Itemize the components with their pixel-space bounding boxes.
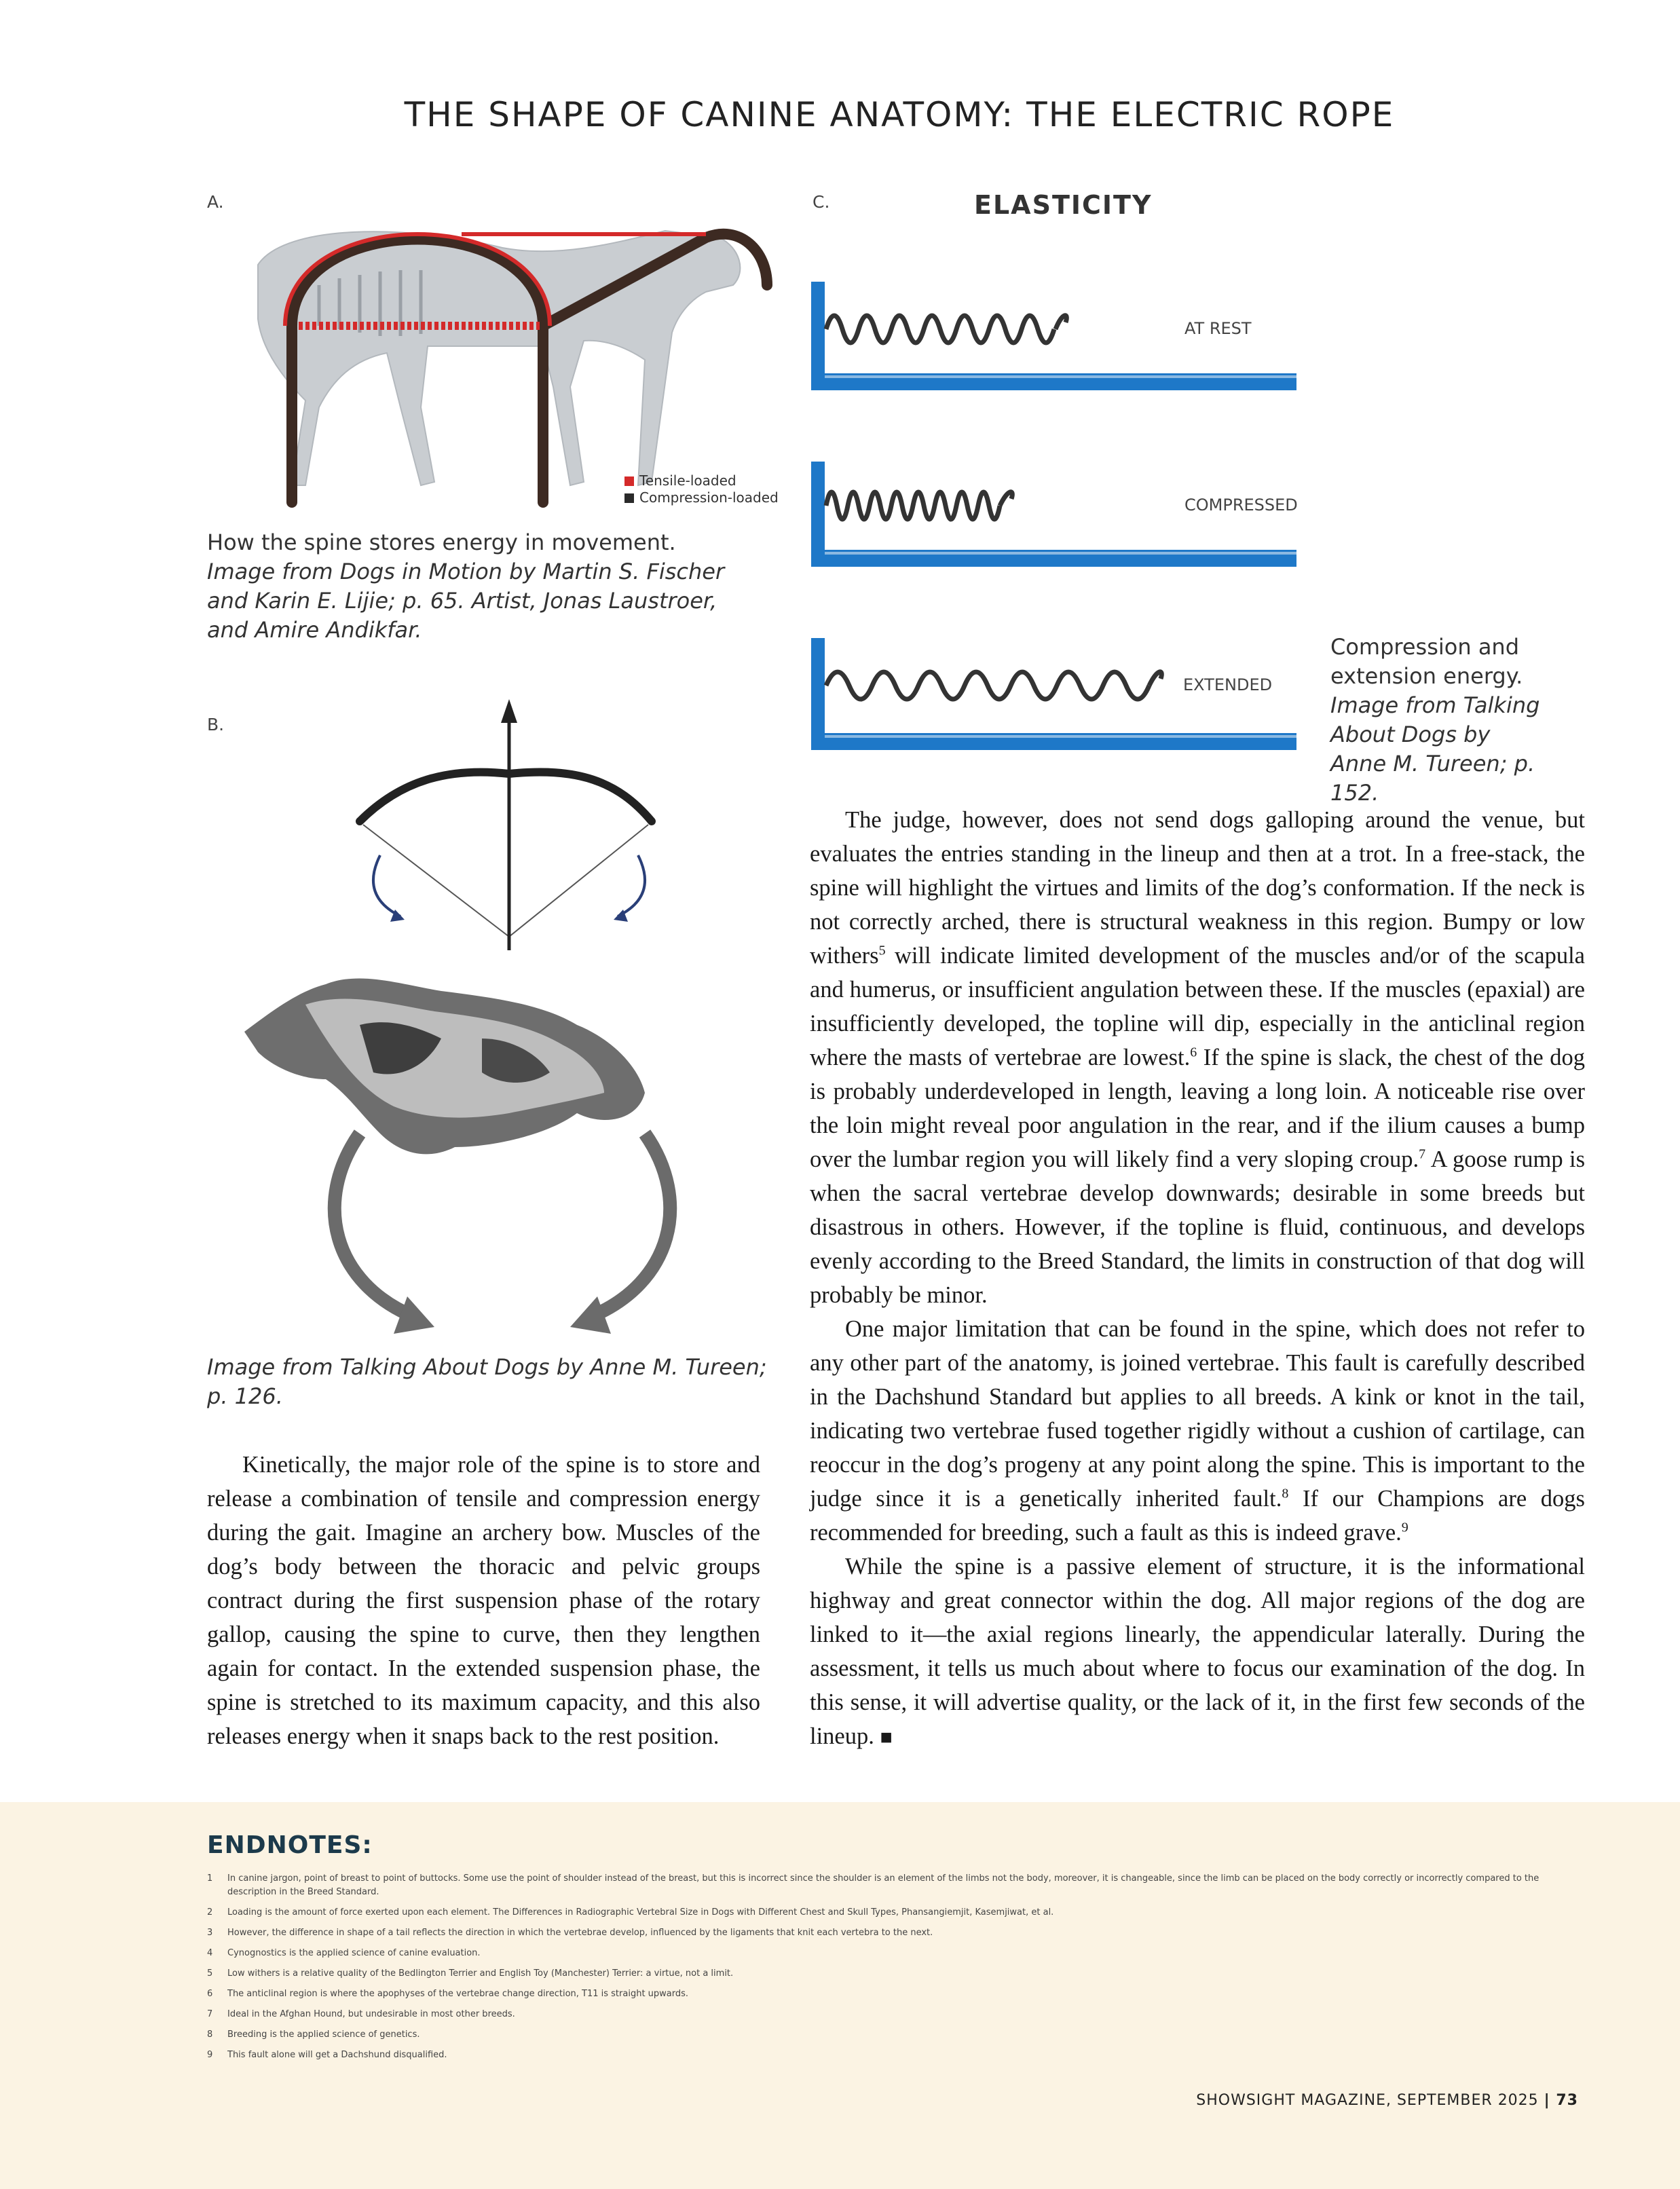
figure-a-spine-diagram: [204, 183, 787, 523]
figure-c-elasticity-diagram: [811, 183, 1341, 781]
figure-c-caption: [1330, 633, 1588, 808]
figure-c-caption-line: Anne M. Tureen; p. 152.: [1330, 751, 1535, 806]
endnote-text: Breeding is the applied science of genetics.: [227, 2029, 420, 2040]
endnote-text: Ideal in the Afghan Hound, but undesirable in most other breeds.: [227, 2009, 515, 2019]
endnote-text: Low withers is a relative quality of the Bedlington Terrier and English Toy (Manchester) Terrier: a virtue, not a limit.: [227, 1968, 734, 1979]
text-run: The judge, however, does not send dogs galloping around the venue, but evaluates the entries standing in the lineup and then at a trot. In a free-stack, the spine will highlight the virtues and limits of the dog’s conformation. If the neck is not correctly arched, there is structural weakness in this region. Bumpy or low withers: [810, 807, 1585, 969]
footnote-ref[interactable]: 9: [1401, 1520, 1408, 1535]
figure-b-caption: [207, 1353, 791, 1411]
spring-at-rest: [811, 282, 1296, 390]
figure-c-caption-line: Image from Talking: [1330, 692, 1540, 718]
figure-a-caption: [207, 528, 764, 645]
right-column-text: [810, 803, 1585, 1755]
endnotes-title: ENDNOTES:: [207, 1831, 373, 1859]
endnote-item: [207, 2008, 1585, 2021]
endnote-text: However, the difference in shape of a tail reflects the direction in which the vertebrae develop, influenced by the ligaments that knit each vertebra to the next.: [227, 1928, 933, 1938]
figure-c-caption-line: About Dogs by: [1330, 722, 1491, 747]
figure-a-caption-line: How the spine stores energy in movement.: [207, 529, 676, 555]
figure-b-letter: B.: [207, 715, 225, 734]
endnote-number: 7: [207, 2009, 213, 2019]
footer-separator: |: [1544, 2092, 1550, 2109]
endnote-item: [207, 1987, 1585, 2001]
footnote-ref[interactable]: 5: [878, 943, 886, 958]
footnote-ref[interactable]: 6: [1190, 1045, 1197, 1060]
page-footer: [1196, 2092, 1578, 2109]
figure-a-caption-line: and Karin E. Lijie; p. 65. Artist, Jonas Laustroer,: [207, 588, 717, 614]
endnote-number: 1: [207, 1873, 213, 1884]
endnote-number: 3: [207, 1928, 213, 1938]
endnote-number: 6: [207, 1989, 213, 1999]
end-mark-icon: ■: [880, 1726, 893, 1748]
legend-tensile-swatch: [624, 476, 634, 486]
elasticity-heading: ELASTICITY: [974, 190, 1153, 220]
endnote-text: In canine jargon, point of breast to point of buttocks. Some use the point of shoulder instead of the breast, but this is incorrect since the shoulder is an element of the limbs not the body, moreover, it is changeable, since the limb can be placed on the body correctly or incorrectly compared to the description in the Breed Standard.: [227, 1873, 1539, 1897]
legend-compression-swatch: [624, 493, 634, 503]
endnote-number: 9: [207, 2050, 213, 2060]
figure-b-caption-line: p. 126.: [207, 1383, 283, 1409]
label-extended: EXTENDED: [1183, 675, 1273, 694]
endnote-item: [207, 1967, 1585, 1981]
body-paragraph: [810, 1312, 1585, 1550]
legend-tensile-label: Tensile-loaded: [639, 472, 736, 489]
spring-compressed: [811, 462, 1298, 567]
figure-c-caption-line: extension energy.: [1330, 663, 1523, 689]
label-compressed: COMPRESSED: [1184, 495, 1298, 514]
endnote-item: [207, 2028, 1585, 2042]
figure-c-letter: C.: [813, 192, 830, 212]
endnote-number: 2: [207, 1907, 213, 1917]
body-paragraph: Kinetically, the major role of the spine is to store and release a combination of tensile and compression energy during the gait. Imagine an archery bow. Muscles of the dog’s body between the thoracic and pelvic groups contract during the first suspension phase of the rotary gallop, causing the spine to curve, then they lengthen again for contact. In the extended suspension phase, the spine is stretched to its maximum capacity, and this also releases energy when it snaps back to the rest position.: [207, 1452, 760, 1749]
endnote-number: 5: [207, 1968, 213, 1979]
figure-a-caption-line: and Amire Andikfar.: [207, 617, 422, 643]
endnote-text: Cynognostics is the applied science of canine evaluation.: [227, 1948, 481, 1958]
endnote-item: [207, 1947, 1585, 1960]
endnote-number: 4: [207, 1948, 213, 1958]
text-run: will indicate limited development of the muscles and/or of the scapula and humerus, or insufficient angulation between these. If the muscles (epaxial) are insufficiently developed, the topline will dip, especially in the anticlinal region where the masts of vertebrae are lowest.: [810, 943, 1585, 1070]
page-title: THE SHAPE OF CANINE ANATOMY: THE ELECTRIC ROPE: [404, 95, 1395, 134]
figure-a-caption-line: Image from Dogs in Motion by Martin S. Fischer: [207, 559, 725, 584]
text-run: A goose rump is when the sacral vertebrae develop downwards; desirable in some breeds but disastrous in others. However, if the topline is fluid, continuous, and develops evenly according to the Breed Standard, the limits in construction of that dog will probably be minor.: [810, 1146, 1586, 1308]
endnote-item: [207, 2048, 1585, 2062]
endnote-text: The anticlinal region is where the apophyses of the vertebrae change direction, T11 is straight upwards.: [227, 1989, 689, 1999]
page-number: 73: [1550, 2092, 1578, 2109]
body-paragraph: [810, 803, 1585, 1312]
running-dog-image: [244, 978, 645, 1154]
text-run: One major limitation that can be found in the spine, which does not refer to any other part of the anatomy, is joined vertebrae. This fault is carefully described in the Dachshund Standard but applies to all breeds. A kink or knot in the tail, indicating two vertebrae fused together rigidly without a cushion of cartilage, can reoccur in the dog’s progeny at any point along the spine. This is important to the judge since it is a genetically inherited fault.: [810, 1316, 1585, 1512]
text-run: If the spine is slack, the chest of the dog is probably underdeveloped in length, leaving a long loin. A noticeable rise over the loin might reveal poor angulation in the rear, and if the ilium causes a bump over the lumbar region you will likely find a very sloping croup.: [810, 1045, 1585, 1172]
footnote-ref[interactable]: 7: [1419, 1146, 1426, 1162]
label-at-rest: AT REST: [1184, 319, 1252, 338]
footnote-ref[interactable]: 8: [1282, 1486, 1289, 1501]
spring-extended: [811, 638, 1296, 750]
endnote-text: Loading is the amount of force exerted upon each element. The Differences in Radiographic Vertebral Size in Dogs with Different Chest and Skull Types, Phansangiemjit, Kasemjiwat, et al.: [227, 1907, 1054, 1917]
figure-b-bow-and-dog: [224, 686, 740, 1337]
endnote-item: [207, 1926, 1585, 1940]
endnote-text: This fault alone will get a Dachshund disqualified.: [227, 2050, 447, 2060]
endnotes-list: [207, 1872, 1585, 2069]
body-paragraph: [810, 1550, 1585, 1755]
figure-a-letter: A.: [207, 192, 224, 212]
endnote-item: [207, 1906, 1585, 1920]
left-column-text: [207, 1448, 760, 1753]
figure-b-caption-line: Image from Talking About Dogs by Anne M. Tureen;: [207, 1354, 767, 1380]
endnote-item: [207, 1872, 1585, 1899]
footer-magazine-label: SHOWSIGHT MAGAZINE, SEPTEMBER 2025: [1196, 2092, 1544, 2109]
endnote-number: 8: [207, 2029, 213, 2040]
text-run: If our Champions are dogs recommended for breeding, such a fault as this is indeed grave.: [810, 1486, 1585, 1546]
legend-compression-label: Compression-loaded: [639, 489, 779, 506]
text-run: While the spine is a passive element of structure, it is the informational highway and great connector within the dog. All major regions of the dog are linked to it—the axial regions linearly, the appendicular laterally. During the assessment, it tells us much about where to focus our examination of the dog. In this sense, it will advertise quality, or the lack of it, in the first few seconds of the lineup.: [810, 1554, 1585, 1749]
figure-c-caption-line: Compression and: [1330, 634, 1520, 660]
